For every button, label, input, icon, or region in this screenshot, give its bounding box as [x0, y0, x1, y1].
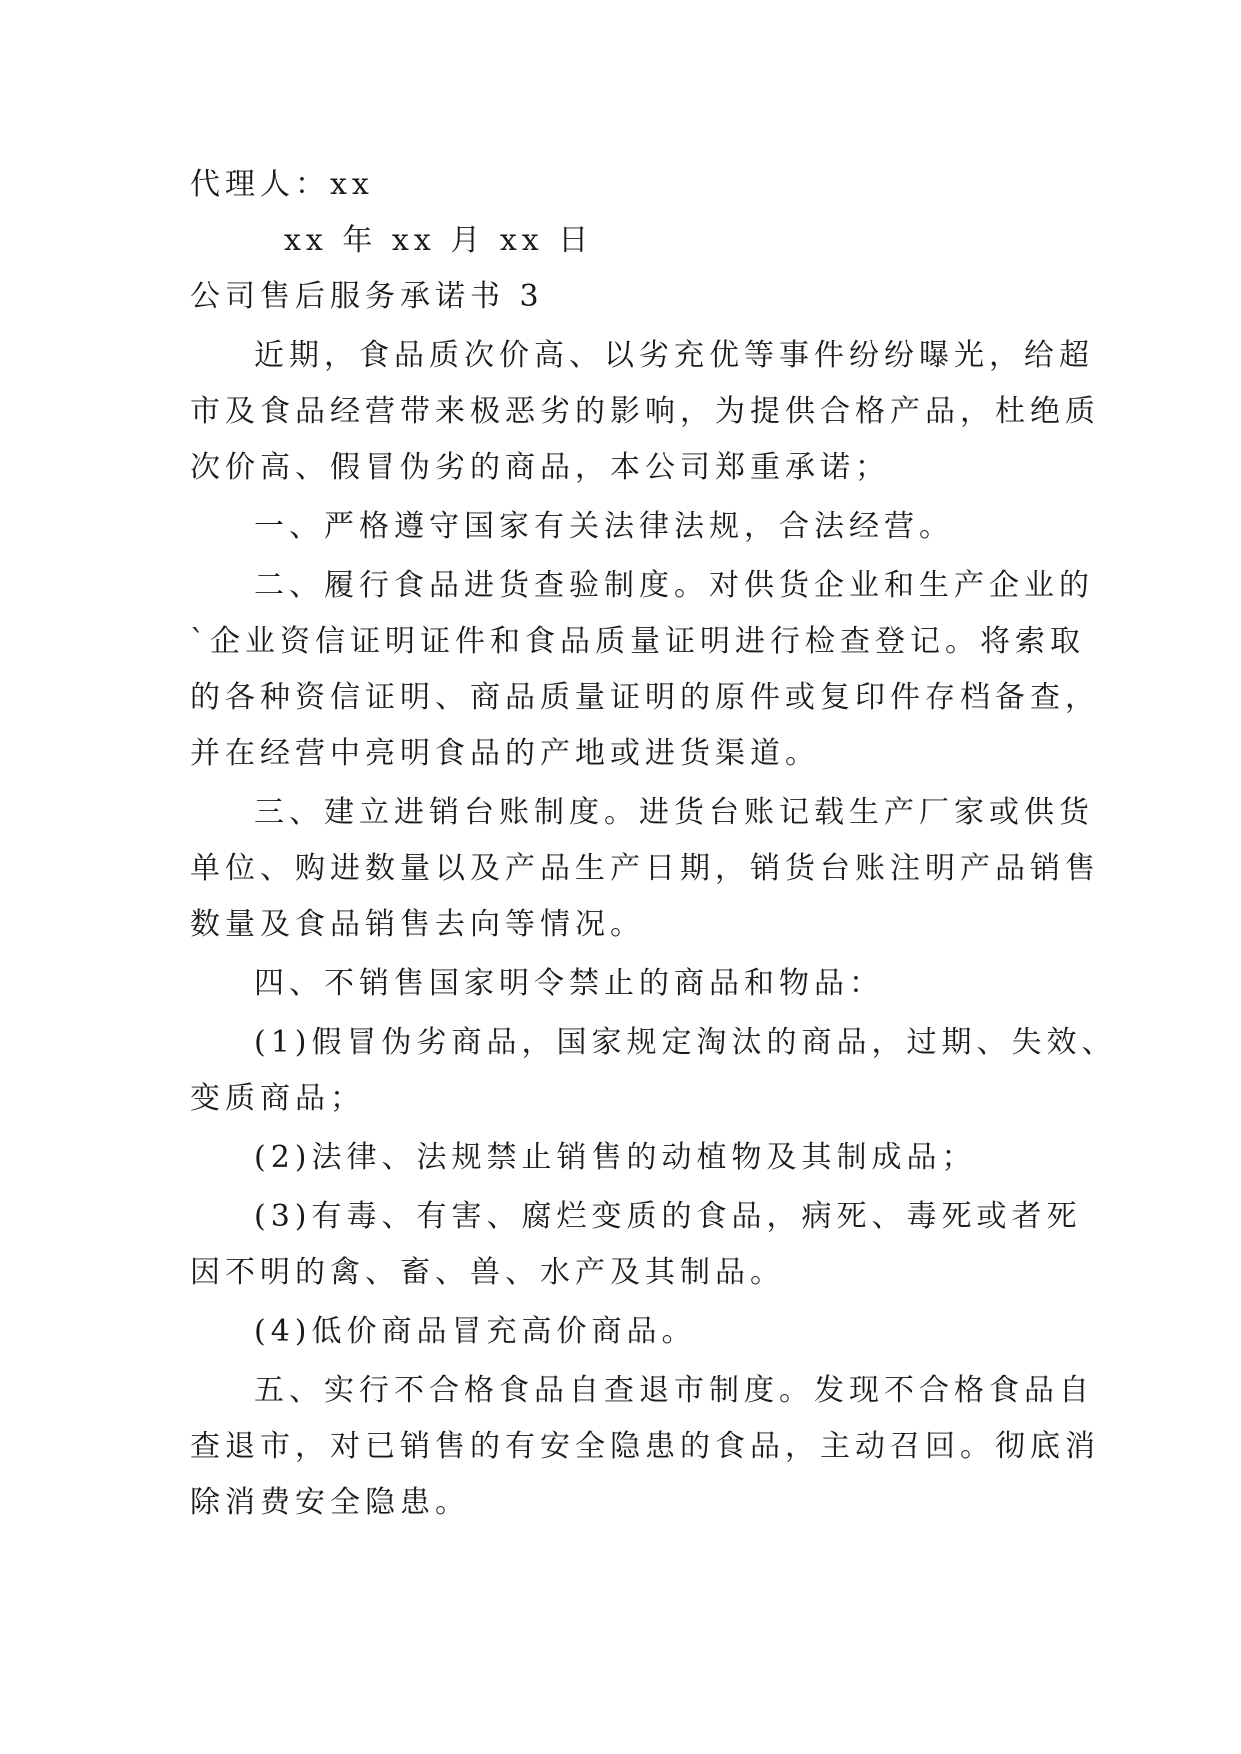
paragraph-line: 的各种资信证明、商品质量证明的原件或复印件存档备查，	[190, 680, 1100, 715]
paragraph-subitem-4	[190, 1310, 1101, 1354]
paragraph-line: (4)低价商品冒充高价商品。	[254, 1314, 697, 1349]
paragraph-line: 三、建立进销台账制度。进货台账记载生产厂家或供货	[254, 795, 1094, 830]
paragraph-line: 单位、购进数量以及产品生产日期，销货台账注明产品销售	[190, 851, 1100, 886]
paragraph-line: (1)假冒伪劣商品，国家规定淘汰的商品，过期、失效、	[254, 1025, 1117, 1060]
paragraph-item-4	[190, 962, 1101, 1006]
paragraph-subitem-3	[190, 1195, 1101, 1295]
paragraph-line: 一、严格遵守国家有关法律法规，合法经营。	[254, 509, 954, 544]
paragraph-line: 次价高、假冒伪劣的商品，本公司郑重承诺；	[190, 450, 890, 485]
paragraph-line: 近期，食品质次价高、以劣充优等事件纷纷曝光，给超	[254, 338, 1094, 373]
date-line: xx 年 xx 月 xx 日	[284, 223, 594, 258]
paragraph-line: 变质商品；	[190, 1081, 365, 1116]
paragraph-line: 四、不销售国家明令禁止的商品和物品：	[254, 966, 884, 1001]
paragraph-subitem-1	[190, 1021, 1117, 1121]
paragraph-line: 五、实行不合格食品自查退市制度。发现不合格食品自	[254, 1373, 1094, 1408]
paragraph-line: (3)有毒、有害、腐烂变质的食品，病死、毒死或者死	[254, 1199, 1082, 1234]
paragraph-line: `企业资信证明证件和食品质量证明进行检查登记。将索取	[190, 624, 1085, 659]
paragraph-item-5	[190, 1369, 1101, 1525]
paragraph-item-1	[190, 505, 1101, 549]
paragraph-item-3	[190, 791, 1101, 947]
paragraph-line: 因不明的禽、畜、兽、水产及其制品。	[190, 1255, 785, 1290]
paragraph-line: 市及食品经营带来极恶劣的影响，为提供合格产品，杜绝质	[190, 394, 1100, 429]
paragraph-line: 数量及食品销售去向等情况。	[190, 907, 645, 942]
paragraph-line: (2)法律、法规禁止销售的动植物及其制成品；	[254, 1140, 977, 1175]
paragraph-subitem-2	[190, 1136, 1101, 1180]
agent-line: 代理人：xx	[190, 167, 374, 202]
paragraph-item-2	[190, 564, 1101, 776]
paragraph-line: 除消费安全隐患。	[190, 1485, 470, 1520]
paragraph-line: 查退市，对已销售的有安全隐患的食品，主动召回。彻底消	[190, 1429, 1100, 1464]
section-title: 公司售后服务承诺书 3	[190, 279, 544, 314]
paragraph-line: 并在经营中亮明食品的产地或进货渠道。	[190, 736, 820, 771]
paragraph-line: 二、履行食品进货查验制度。对供货企业和生产企业的	[254, 568, 1094, 603]
paragraph-intro	[190, 334, 1101, 490]
